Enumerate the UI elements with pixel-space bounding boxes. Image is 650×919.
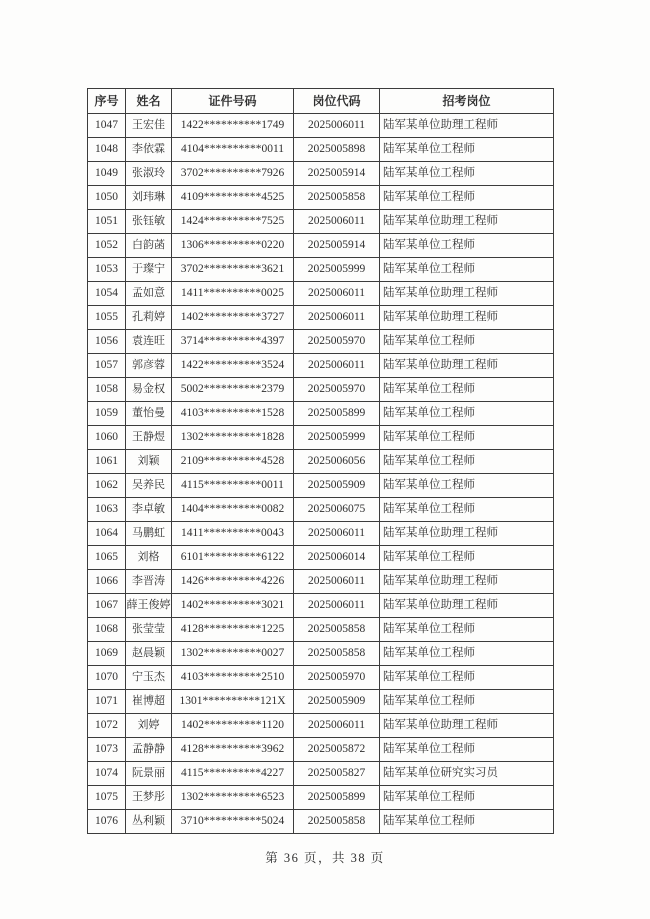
cell-position-code: 2025006075	[294, 498, 380, 522]
cell-position-code: 2025006014	[294, 546, 380, 570]
cell-serial: 1075	[88, 786, 126, 810]
cell-id-number: 4115**********0011	[172, 474, 294, 498]
cell-position-code: 2025005858	[294, 186, 380, 210]
table-row	[88, 642, 554, 666]
cell-position-code: 2025005909	[294, 690, 380, 714]
cell-title: 陆军某单位工程师	[380, 810, 554, 834]
table-row	[88, 138, 554, 162]
cell-id-number: 1411**********0043	[172, 522, 294, 546]
cell-name: 刘婷	[126, 714, 172, 738]
table-body	[88, 114, 554, 834]
table-row	[88, 738, 554, 762]
cell-name: 白韵菡	[126, 234, 172, 258]
cell-position-code: 2025006011	[294, 594, 380, 618]
cell-position-code: 2025005858	[294, 618, 380, 642]
cell-name: 丛利颖	[126, 810, 172, 834]
table-row	[88, 186, 554, 210]
cell-serial: 1067	[88, 594, 126, 618]
cell-title: 陆军某单位助理工程师	[380, 594, 554, 618]
cell-name: 张钰敏	[126, 210, 172, 234]
table-row	[88, 762, 554, 786]
cell-name: 易金权	[126, 378, 172, 402]
column-header-position-code: 岗位代码	[294, 89, 380, 114]
cell-position-code: 2025006011	[294, 570, 380, 594]
cell-title: 陆军某单位研究实习员	[380, 762, 554, 786]
cell-id-number: 6101**********6122	[172, 546, 294, 570]
table-row	[88, 402, 554, 426]
cell-name: 袁连旺	[126, 330, 172, 354]
cell-name: 孟如意	[126, 282, 172, 306]
cell-serial: 1048	[88, 138, 126, 162]
cell-position-code: 2025006011	[294, 354, 380, 378]
table-row	[88, 618, 554, 642]
cell-position-code: 2025006011	[294, 282, 380, 306]
table-row	[88, 282, 554, 306]
cell-position-code: 2025006056	[294, 450, 380, 474]
cell-serial: 1051	[88, 210, 126, 234]
cell-position-code: 2025006011	[294, 306, 380, 330]
table-row	[88, 450, 554, 474]
cell-position-code: 2025005970	[294, 378, 380, 402]
cell-title: 陆军某单位工程师	[380, 546, 554, 570]
cell-title: 陆军某单位工程师	[380, 330, 554, 354]
table-row	[88, 330, 554, 354]
cell-name: 王静煜	[126, 426, 172, 450]
cell-serial: 1056	[88, 330, 126, 354]
cell-title: 陆军某单位工程师	[380, 378, 554, 402]
cell-serial: 1070	[88, 666, 126, 690]
table-row	[88, 354, 554, 378]
cell-title: 陆军某单位工程师	[380, 162, 554, 186]
cell-title: 陆军某单位助理工程师	[380, 114, 554, 138]
cell-position-code: 2025005914	[294, 234, 380, 258]
cell-title: 陆军某单位工程师	[380, 186, 554, 210]
cell-name: 刘格	[126, 546, 172, 570]
cell-serial: 1066	[88, 570, 126, 594]
cell-id-number: 3714**********4397	[172, 330, 294, 354]
cell-serial: 1052	[88, 234, 126, 258]
cell-id-number: 4103**********1528	[172, 402, 294, 426]
cell-title: 陆军某单位工程师	[380, 498, 554, 522]
table-row	[88, 426, 554, 450]
cell-serial: 1072	[88, 714, 126, 738]
cell-id-number: 1426**********4226	[172, 570, 294, 594]
cell-position-code: 2025005909	[294, 474, 380, 498]
cell-name: 孟静静	[126, 738, 172, 762]
cell-position-code: 2025006011	[294, 714, 380, 738]
cell-id-number: 4128**********3962	[172, 738, 294, 762]
cell-name: 赵晨颖	[126, 642, 172, 666]
cell-id-number: 3702**********7926	[172, 162, 294, 186]
cell-position-code: 2025005899	[294, 786, 380, 810]
cell-title: 陆军某单位工程师	[380, 786, 554, 810]
cell-name: 刘玮琳	[126, 186, 172, 210]
table-row	[88, 594, 554, 618]
cell-name: 李晋涛	[126, 570, 172, 594]
table-row	[88, 570, 554, 594]
cell-name: 宁玉杰	[126, 666, 172, 690]
cell-id-number: 1402**********3021	[172, 594, 294, 618]
cell-serial: 1058	[88, 378, 126, 402]
cell-serial: 1074	[88, 762, 126, 786]
table-row	[88, 714, 554, 738]
cell-id-number: 1424**********7525	[172, 210, 294, 234]
cell-title: 陆军某单位工程师	[380, 426, 554, 450]
cell-id-number: 1422**********3524	[172, 354, 294, 378]
cell-serial: 1060	[88, 426, 126, 450]
cell-title: 陆军某单位助理工程师	[380, 354, 554, 378]
cell-title: 陆军某单位工程师	[380, 258, 554, 282]
cell-id-number: 1411**********0025	[172, 282, 294, 306]
cell-name: 李依霖	[126, 138, 172, 162]
cell-position-code: 2025006011	[294, 522, 380, 546]
table-row	[88, 378, 554, 402]
cell-serial: 1050	[88, 186, 126, 210]
column-header-serial: 序号	[88, 89, 126, 114]
cell-title: 陆军某单位工程师	[380, 738, 554, 762]
cell-serial: 1069	[88, 642, 126, 666]
cell-title: 陆军某单位助理工程师	[380, 210, 554, 234]
cell-id-number: 4104**********0011	[172, 138, 294, 162]
cell-name: 刘颖	[126, 450, 172, 474]
cell-serial: 1059	[88, 402, 126, 426]
cell-name: 张莹莹	[126, 618, 172, 642]
cell-id-number: 1302**********1828	[172, 426, 294, 450]
cell-name: 王宏佳	[126, 114, 172, 138]
cell-id-number: 1306**********0220	[172, 234, 294, 258]
cell-title: 陆军某单位工程师	[380, 642, 554, 666]
cell-title: 陆军某单位助理工程师	[380, 306, 554, 330]
cell-position-code: 2025005858	[294, 810, 380, 834]
cell-name: 郭彦蓉	[126, 354, 172, 378]
cell-name: 薛王俊婷	[126, 594, 172, 618]
cell-serial: 1057	[88, 354, 126, 378]
cell-name: 张淑玲	[126, 162, 172, 186]
cell-position-code: 2025005872	[294, 738, 380, 762]
cell-serial: 1047	[88, 114, 126, 138]
applicant-table	[87, 88, 554, 834]
cell-title: 陆军某单位助理工程师	[380, 570, 554, 594]
cell-title: 陆军某单位工程师	[380, 138, 554, 162]
cell-id-number: 1402**********1120	[172, 714, 294, 738]
table-header-row	[88, 89, 554, 114]
cell-title: 陆军某单位工程师	[380, 690, 554, 714]
table-row	[88, 690, 554, 714]
cell-serial: 1068	[88, 618, 126, 642]
cell-name: 阮景丽	[126, 762, 172, 786]
table-row	[88, 258, 554, 282]
cell-name: 孔莉婷	[126, 306, 172, 330]
cell-serial: 1065	[88, 546, 126, 570]
cell-serial: 1076	[88, 810, 126, 834]
cell-id-number: 1302**********6523	[172, 786, 294, 810]
table-row	[88, 474, 554, 498]
cell-position-code: 2025005898	[294, 138, 380, 162]
table-row	[88, 234, 554, 258]
cell-position-code: 2025005970	[294, 330, 380, 354]
cell-id-number: 5002**********2379	[172, 378, 294, 402]
table-row	[88, 522, 554, 546]
cell-position-code: 2025005999	[294, 258, 380, 282]
cell-serial: 1055	[88, 306, 126, 330]
cell-id-number: 4128**********1225	[172, 618, 294, 642]
table-row	[88, 162, 554, 186]
cell-name: 于璨宁	[126, 258, 172, 282]
cell-position-code: 2025006011	[294, 114, 380, 138]
cell-title: 陆军某单位工程师	[380, 618, 554, 642]
cell-id-number: 1402**********3727	[172, 306, 294, 330]
table-row	[88, 306, 554, 330]
page-number-footer: 第 36 页，共 38 页	[265, 851, 385, 865]
cell-position-code: 2025005899	[294, 402, 380, 426]
column-header-id-number: 证件号码	[172, 89, 294, 114]
cell-serial: 1064	[88, 522, 126, 546]
cell-serial: 1054	[88, 282, 126, 306]
cell-serial: 1061	[88, 450, 126, 474]
table-row	[88, 498, 554, 522]
cell-position-code: 2025005858	[294, 642, 380, 666]
cell-name: 吴养民	[126, 474, 172, 498]
cell-name: 董怡曼	[126, 402, 172, 426]
cell-serial: 1063	[88, 498, 126, 522]
cell-serial: 1062	[88, 474, 126, 498]
table-row	[88, 810, 554, 834]
column-header-title: 招考岗位	[380, 89, 554, 114]
cell-serial: 1073	[88, 738, 126, 762]
cell-name: 崔博超	[126, 690, 172, 714]
cell-serial: 1053	[88, 258, 126, 282]
cell-id-number: 1404**********0082	[172, 498, 294, 522]
column-header-name: 姓名	[126, 89, 172, 114]
cell-id-number: 4109**********4525	[172, 186, 294, 210]
cell-name: 李卓敏	[126, 498, 172, 522]
cell-title: 陆军某单位工程师	[380, 666, 554, 690]
cell-id-number: 1422**********1749	[172, 114, 294, 138]
cell-serial: 1049	[88, 162, 126, 186]
table-row	[88, 546, 554, 570]
cell-title: 陆军某单位助理工程师	[380, 714, 554, 738]
cell-position-code: 2025005827	[294, 762, 380, 786]
cell-position-code: 2025005970	[294, 666, 380, 690]
cell-id-number: 1302**********0027	[172, 642, 294, 666]
cell-id-number: 3702**********3621	[172, 258, 294, 282]
cell-position-code: 2025006011	[294, 210, 380, 234]
cell-name: 王梦彤	[126, 786, 172, 810]
cell-title: 陆军某单位助理工程师	[380, 522, 554, 546]
cell-title: 陆军某单位工程师	[380, 234, 554, 258]
cell-position-code: 2025005999	[294, 426, 380, 450]
cell-title: 陆军某单位工程师	[380, 474, 554, 498]
table-row	[88, 210, 554, 234]
cell-id-number: 3710**********5024	[172, 810, 294, 834]
cell-id-number: 4103**********2510	[172, 666, 294, 690]
cell-id-number: 2109**********4528	[172, 450, 294, 474]
table-row	[88, 786, 554, 810]
cell-id-number: 4115**********4227	[172, 762, 294, 786]
cell-position-code: 2025005914	[294, 162, 380, 186]
cell-title: 陆军某单位工程师	[380, 450, 554, 474]
cell-serial: 1071	[88, 690, 126, 714]
cell-title: 陆军某单位工程师	[380, 402, 554, 426]
cell-name: 马鹏虹	[126, 522, 172, 546]
table-row	[88, 666, 554, 690]
table-row	[88, 114, 554, 138]
cell-id-number: 1301**********121X	[172, 690, 294, 714]
cell-title: 陆军某单位助理工程师	[380, 282, 554, 306]
